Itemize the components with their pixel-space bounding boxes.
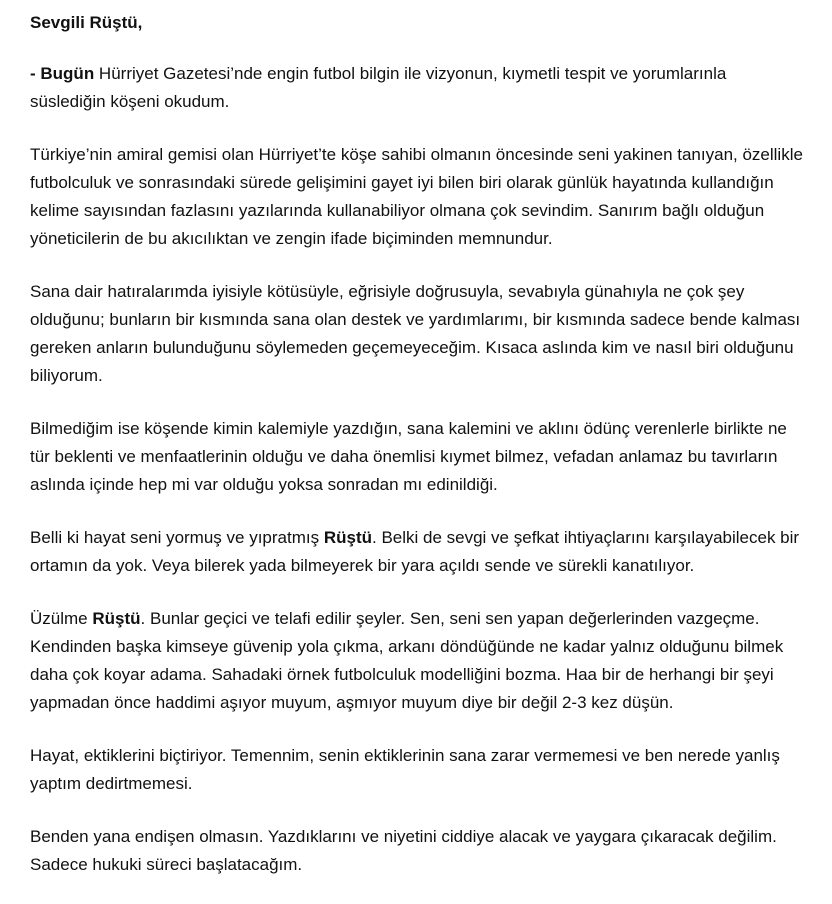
paragraph-5-line-1 [30,524,830,552]
paragraph-6-line-2: Kendinden başka kimseye güvenip yola çıkma, arkanı döndüğünde ne kadar yalnız olduğunu bilmek [30,637,784,656]
paragraph-1-line-2: süslediğin köşeni okudum. [30,92,230,111]
paragraph-5 [30,524,830,580]
paragraph-4 [30,415,830,499]
paragraph-6-line-1-text-a: Üzülme [30,609,93,628]
paragraph-1 [30,60,830,116]
paragraph-8-line-1: Benden yana endişen olmasın. Yazdıklarını ve niyetini ciddiye alacak ve yaygara çıkaracak değilim. [30,827,777,846]
paragraph-8-line-2: Sadece hukuki süreci başlatacağım. [30,855,303,874]
paragraph-4-line-2: tür beklenti ve menfaatlerinin olduğu ve daha önemlisi kıymet bilmez, vefadan anlamaz bu tavırların [30,447,778,466]
paragraph-3-line-3: gereken anların bulunduğunu söylemeden geçemeyeceğim. Kısaca aslında kim ve nasıl biri olduğunu [30,338,794,357]
paragraph-6-line-1-text-b: . Bunlar geçici ve telafi edilir şeyler. Sen, seni sen yapan değerlerinden vazgeçme. [140,609,760,628]
paragraph-1-line-1 [30,60,830,88]
paragraph-3-line-2: olduğunu; bunların bir kısmında sana olan destek ve yardımlarımı, bir kısmında sadece bende kalması [30,310,801,329]
paragraph-6-line-3: daha çok koyar adama. Sahadaki örnek futbolculuk modelliğini bozma. Haa bir de herhangi bir şeyi [30,665,774,684]
paragraph-7 [30,742,830,798]
paragraph-3 [30,278,830,390]
paragraph-8 [30,823,830,879]
paragraph-3-line-4: biliyorum. [30,366,103,385]
paragraph-5-line-1-text-b: . Belki de sevgi ve şefkat ihtiyaçlarını karşılayabilecek bir [372,528,800,547]
paragraph-6-line-4: yapmadan önce haddimi aşıyor muyum, aşmıyor muyum diye bir değil 2-3 kez düşün. [30,693,674,712]
paragraph-2-line-4: yöneticilerin de bu akıcılıktan ve zengin ifade biçiminden memnundur. [30,229,553,248]
paragraph-3-line-1: Sana dair hatıralarımda iyisiyle kötüsüyle, eğrisiyle doğrusuyla, sevabıyla günahıyla ne çok şey [30,282,745,301]
name-bold-text: Rüştü [323,528,372,547]
paragraph-7-line-1: Hayat, ektiklerini biçtiriyor. Temennim, senin ektiklerinin sana zarar vermemesi ve ben nerede yanlış [30,746,780,765]
paragraph-1-line-1-text: Hürriyet Gazetesi’nde engin futbol bilgin ile vizyonun, kıymetli tespit ve yorumlarınla [94,64,727,83]
paragraph-6 [30,605,830,717]
paragraph-2-line-3: kelime sayısından fazlasını yazılarında kullanabiliyor olmana çok sevindim. Sanırım bağlı olduğun [30,201,765,220]
paragraph-2 [30,141,830,253]
letter-body [30,9,830,904]
name-bold-text: Rüştü [92,609,141,628]
paragraph-5-line-1-text-a: Belli ki hayat seni yormuş ve yıpratmış [30,528,324,547]
lead-bold-text: - Bugün [30,64,95,83]
paragraph-5-line-2: ortamın da yok. Veya bilerek yada bilmeyerek bir yara açıldı sende ve sürekli kanatılıyor. [30,556,695,575]
paragraph-7-line-2: yaptım dedirtmemesi. [30,774,193,793]
letter-greeting: Sevgili Rüştü, [30,13,143,32]
paragraph-4-line-1: Bilmediğim ise köşende kimin kalemiyle yazdığın, sana kalemini ve aklını ödünç verenlerle birlikte ne [30,419,787,438]
paragraph-2-line-1: Türkiye’nin amiral gemisi olan Hürriyet’te köşe sahibi olmanın öncesinde seni yakinen tanıyan, özellikle [30,145,803,164]
paragraph-6-line-1 [30,605,830,633]
paragraph-2-line-2: futbolculuk ve sonrasındaki sürede gelişimini gayet iyi bilen biri olarak günlük hayatında kullandığın [30,173,774,192]
paragraph-4-line-3: aslında içinde hep mi var olduğu yoksa sonradan mı edinildiği. [30,475,498,494]
